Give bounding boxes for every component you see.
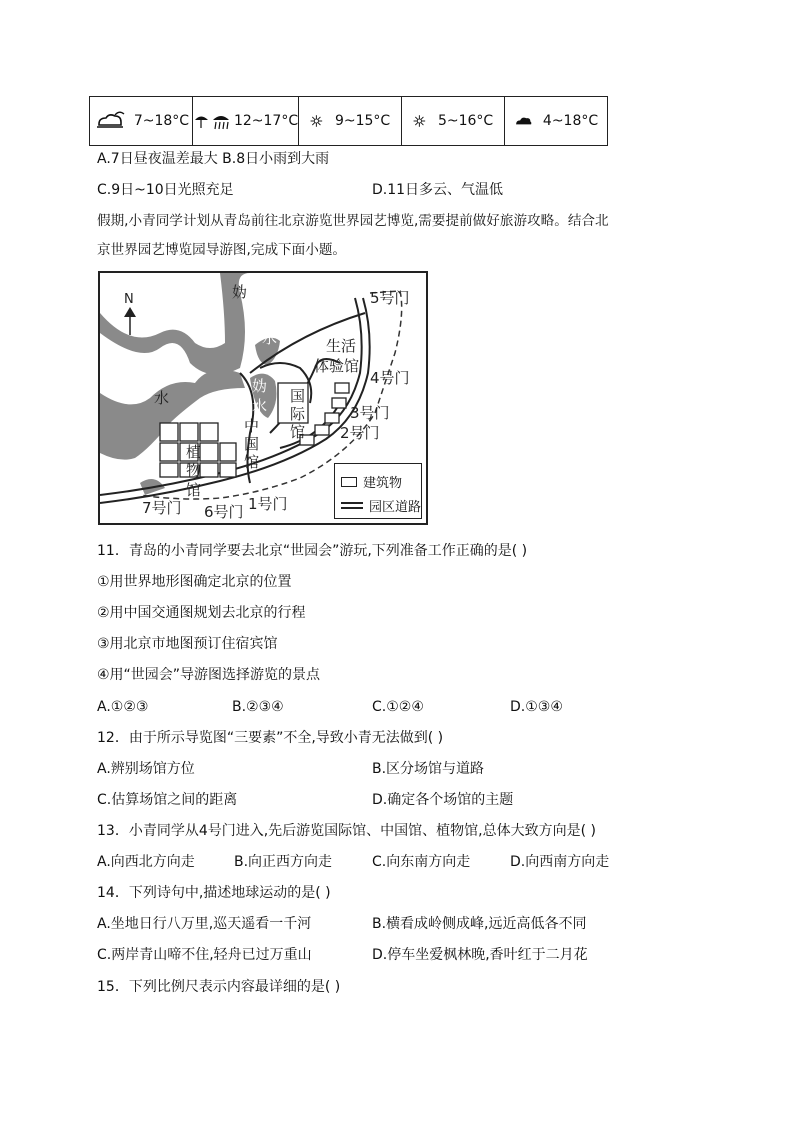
q13-option-d: D.向西南方向走 — [510, 854, 610, 870]
weather-cell — [505, 97, 607, 145]
label-plant-hall: 馆 — [186, 481, 202, 499]
temp-range: 5~16°C — [437, 113, 494, 129]
temp-range: 9~15°C — [334, 113, 391, 129]
q12-option-a: A.辨别场馆方位 — [97, 761, 195, 777]
q11-option-d: D.①③④ — [510, 699, 563, 715]
label-life-hall: 生活 — [326, 337, 357, 355]
q10-options-ab: A.7日昼夜温差最大 B.8日小雨到大雨 — [97, 151, 330, 167]
q14-option-b: B.横看成岭侧成峰,远近高低各不同 — [372, 916, 587, 932]
gate-5-label: 5号门 — [370, 289, 410, 307]
q14-stem: 14．下列诗句中,描述地球运动的是( ) — [97, 885, 331, 901]
weather-cell — [193, 97, 299, 145]
q11-option-a: A.①②③ — [97, 699, 149, 715]
label-life-hall: 体验馆 — [314, 357, 360, 375]
legend-building-label: 建筑物 — [363, 476, 403, 491]
building — [315, 425, 329, 435]
intro-line-1: 假期,小青同学计划从青岛前往北京游览世界园艺博览,需要提前做好旅游攻略。结合北 — [97, 213, 609, 229]
building-legend-icon — [341, 477, 357, 487]
label-gui: 妫 — [232, 283, 248, 301]
partly-cloudy-icon — [93, 110, 131, 132]
q14-option-a: A.坐地日行八万里,巡天遥看一千河 — [97, 916, 312, 932]
label-intl-hall: 馆 — [290, 423, 306, 441]
temp-range: 4~18°C — [542, 113, 599, 129]
q13-option-b: B.向正西方向走 — [234, 854, 333, 870]
weather-table — [89, 96, 608, 146]
q13-option-c: C.向东南方向走 — [372, 854, 471, 870]
building — [325, 413, 339, 423]
building — [220, 443, 236, 461]
building — [335, 383, 349, 393]
intro-line-2: 京世界园艺博览园导游图,完成下面小题。 — [97, 242, 347, 258]
label-china-hall: 馆 — [244, 453, 260, 471]
label-shui: 水 — [252, 397, 268, 415]
gate-3-label: 3号门 — [350, 404, 390, 422]
label-plant-hall: 物 — [186, 461, 202, 479]
legend-road-row — [341, 496, 421, 515]
q14-option-c: C.两岸青山啼不住,轻舟已过万重山 — [97, 947, 312, 963]
q12-stem: 12．由于所示导览图“三要素”不全,导致小青无法做到( ) — [97, 730, 444, 746]
building — [160, 443, 178, 461]
q11-item: ③用北京市地图预订住宿宾馆 — [97, 636, 278, 652]
cloudy-icon — [514, 110, 540, 132]
map-legend — [334, 463, 422, 519]
north-arrow-icon — [124, 307, 136, 335]
legend-building-row — [341, 472, 402, 491]
q10-option-d: D.11日多云、气温低 — [372, 182, 504, 198]
gate-4-label: 4号门 — [370, 369, 410, 387]
building — [220, 463, 236, 477]
label-intl-hall: 际 — [290, 405, 306, 423]
q11-item: ④用“世园会”导游图选择游览的景点 — [97, 667, 321, 683]
building — [200, 463, 218, 477]
q12-option-c: C.估算场馆之间的距离 — [97, 792, 238, 808]
q14-option-d: D.停车坐爱枫林晚,香叶红于二月花 — [372, 947, 588, 963]
gate-1-label: 1号门 — [248, 495, 288, 513]
sun-icon — [310, 110, 332, 132]
temp-range: 7~18°C — [133, 113, 190, 129]
sun-icon — [413, 110, 435, 132]
q11-item: ②用中国交通图规划去北京的行程 — [97, 605, 306, 621]
north-label: N — [124, 292, 134, 307]
q11-item: ①用世界地形图确定北京的位置 — [97, 574, 292, 590]
building — [160, 423, 178, 441]
label-plant-hall: 植 — [186, 443, 202, 461]
q12-option-d: D.确定各个场馆的主题 — [372, 792, 514, 808]
temp-range: 12~17°C — [233, 113, 299, 129]
q13-option-a: A.向西北方向走 — [97, 854, 195, 870]
q11-option-c: C.①②④ — [372, 699, 424, 715]
q11-option-b: B.②③④ — [232, 699, 284, 715]
weather-cell — [299, 97, 402, 145]
building — [332, 398, 346, 408]
label-china-hall: 中 — [244, 417, 260, 435]
building — [200, 443, 218, 461]
building — [180, 423, 198, 441]
q15-stem: 15．下列比例尺表示内容最详细的是( ) — [97, 979, 341, 995]
label-gui: 妫 — [280, 309, 296, 327]
building — [160, 463, 178, 477]
gate-2-label: 2号门 — [340, 424, 380, 442]
legend-road-label: 园区道路 — [369, 500, 422, 515]
label-shui: 水 — [154, 389, 170, 407]
q13-stem: 13．小青同学从4号门进入,先后游览国际馆、中国馆、植物馆,总体大致方向是( ) — [97, 823, 596, 839]
label-china-hall: 国 — [244, 435, 260, 453]
river-north — [100, 273, 250, 374]
label-intl-hall: 国 — [290, 387, 306, 405]
gate-7-label: 7号门 — [142, 499, 182, 517]
gate-6-label: 6号门 — [204, 503, 244, 521]
label-gui: 妫 — [252, 377, 268, 395]
weather-cell — [90, 97, 193, 145]
q12-option-b: B.区分场馆与道路 — [372, 761, 485, 777]
weather-cell — [402, 97, 505, 145]
building — [200, 423, 218, 441]
light-rain-heavy-rain-icon — [193, 110, 231, 132]
expo-guide-map — [98, 271, 428, 525]
label-shui: 水 — [262, 329, 278, 347]
q10-option-c: C.9日~10日光照充足 — [97, 182, 234, 198]
q11-stem: 11．青岛的小青同学要去北京“世园会”游玩,下列准备工作正确的是( ) — [97, 543, 528, 559]
road-legend-icon — [341, 502, 363, 509]
